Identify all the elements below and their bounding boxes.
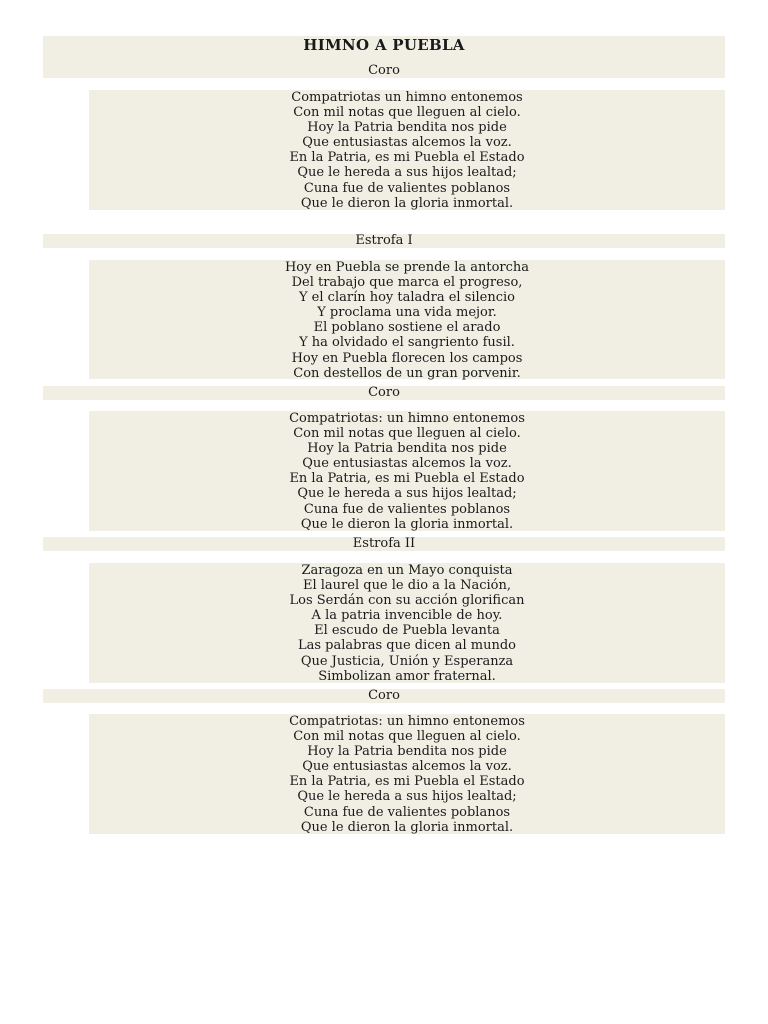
- verse-line: Hoy la Patria bendita nos pide: [307, 441, 507, 457]
- verse-line: Que Justicia, Unión y Esperanza: [300, 653, 514, 669]
- section-label-estrofa-2: Estrofa II: [352, 536, 416, 551]
- verse-line: Simbolizan amor fraternal.: [318, 668, 496, 684]
- verse-line: En la Patria, es mi Puebla el Estado: [289, 150, 525, 166]
- verse-line: El escudo de Puebla levanta: [314, 623, 500, 639]
- verse-line: En la Patria, es mi Puebla el Estado: [289, 471, 525, 487]
- verse-line: Con mil notas que lleguen al cielo.: [293, 105, 521, 121]
- verse-line: Que entusiastas alcemos la voz.: [302, 456, 512, 472]
- verse-coro: [89, 411, 725, 532]
- verse-line: Con mil notas que lleguen al cielo.: [293, 729, 521, 745]
- verse-line: Hoy la Patria bendita nos pide: [307, 744, 507, 760]
- verse-line: Zaragoza en un Mayo conquista: [301, 563, 513, 578]
- verse-line: Con destellos de un gran porvenir.: [293, 365, 521, 381]
- section-label-coro: Coro: [368, 385, 400, 400]
- verse-line: Que le dieron la gloria inmortal.: [300, 516, 514, 532]
- verse-estrofa-2: [89, 563, 725, 684]
- section-label-coro: Coro: [368, 688, 400, 703]
- verse-line: Cuna fue de valientes poblanos: [303, 180, 511, 196]
- verse-line: Y el clarín hoy taladra el silencio: [298, 290, 516, 306]
- verse-line: El poblano sostiene el arado: [313, 320, 501, 336]
- verse-estrofa-1: [89, 260, 725, 381]
- section-label-coro: Coro: [368, 63, 400, 78]
- verse-line: Cuna fue de valientes poblanos: [303, 501, 511, 517]
- verse-line: Que le hereda a sus hijos lealtad;: [297, 789, 517, 805]
- verse-line: Las palabras que dicen al mundo: [298, 638, 516, 654]
- verse-line: Y ha olvidado el sangriento fusil.: [299, 335, 515, 351]
- verse-line: Y proclama una vida mejor.: [317, 305, 497, 321]
- verse-line: Compatriotas un himno entonemos: [291, 90, 523, 105]
- verse-line: Hoy la Patria bendita nos pide: [307, 120, 507, 136]
- verse-line: Que le hereda a sus hijos lealtad;: [297, 486, 517, 502]
- section-label-estrofa-1: Estrofa I: [355, 233, 413, 248]
- verse-line: Cuna fue de valientes poblanos: [303, 804, 511, 820]
- verse-line: Compatriotas: un himno entonemos: [289, 714, 525, 729]
- verse-line: El laurel que le dio a la Nación,: [302, 578, 512, 594]
- verse-line: Del trabajo que marca el progreso,: [291, 275, 523, 291]
- document-title: HIMNO A PUEBLA: [303, 36, 465, 54]
- verse-line: Los Serdán con su acción glorifican: [289, 593, 525, 609]
- verse-line: A la patria invencible de hoy.: [311, 608, 503, 624]
- verse-line: Hoy en Puebla se prende la antorcha: [284, 260, 530, 275]
- verse-coro: [89, 90, 725, 211]
- verse-line: En la Patria, es mi Puebla el Estado: [289, 774, 525, 790]
- verse-coro: [89, 714, 725, 835]
- verse-line: Compatriotas: un himno entonemos: [289, 411, 525, 426]
- verse-line: Con mil notas que lleguen al cielo.: [293, 426, 521, 442]
- verse-line: Que le hereda a sus hijos lealtad;: [297, 165, 517, 181]
- verse-line: Hoy en Puebla florecen los campos: [291, 350, 523, 366]
- verse-line: Que le dieron la gloria inmortal.: [300, 195, 514, 211]
- verse-line: Que entusiastas alcemos la voz.: [302, 759, 512, 775]
- verse-line: Que le dieron la gloria inmortal.: [300, 819, 514, 835]
- verse-line: Que entusiastas alcemos la voz.: [302, 135, 512, 151]
